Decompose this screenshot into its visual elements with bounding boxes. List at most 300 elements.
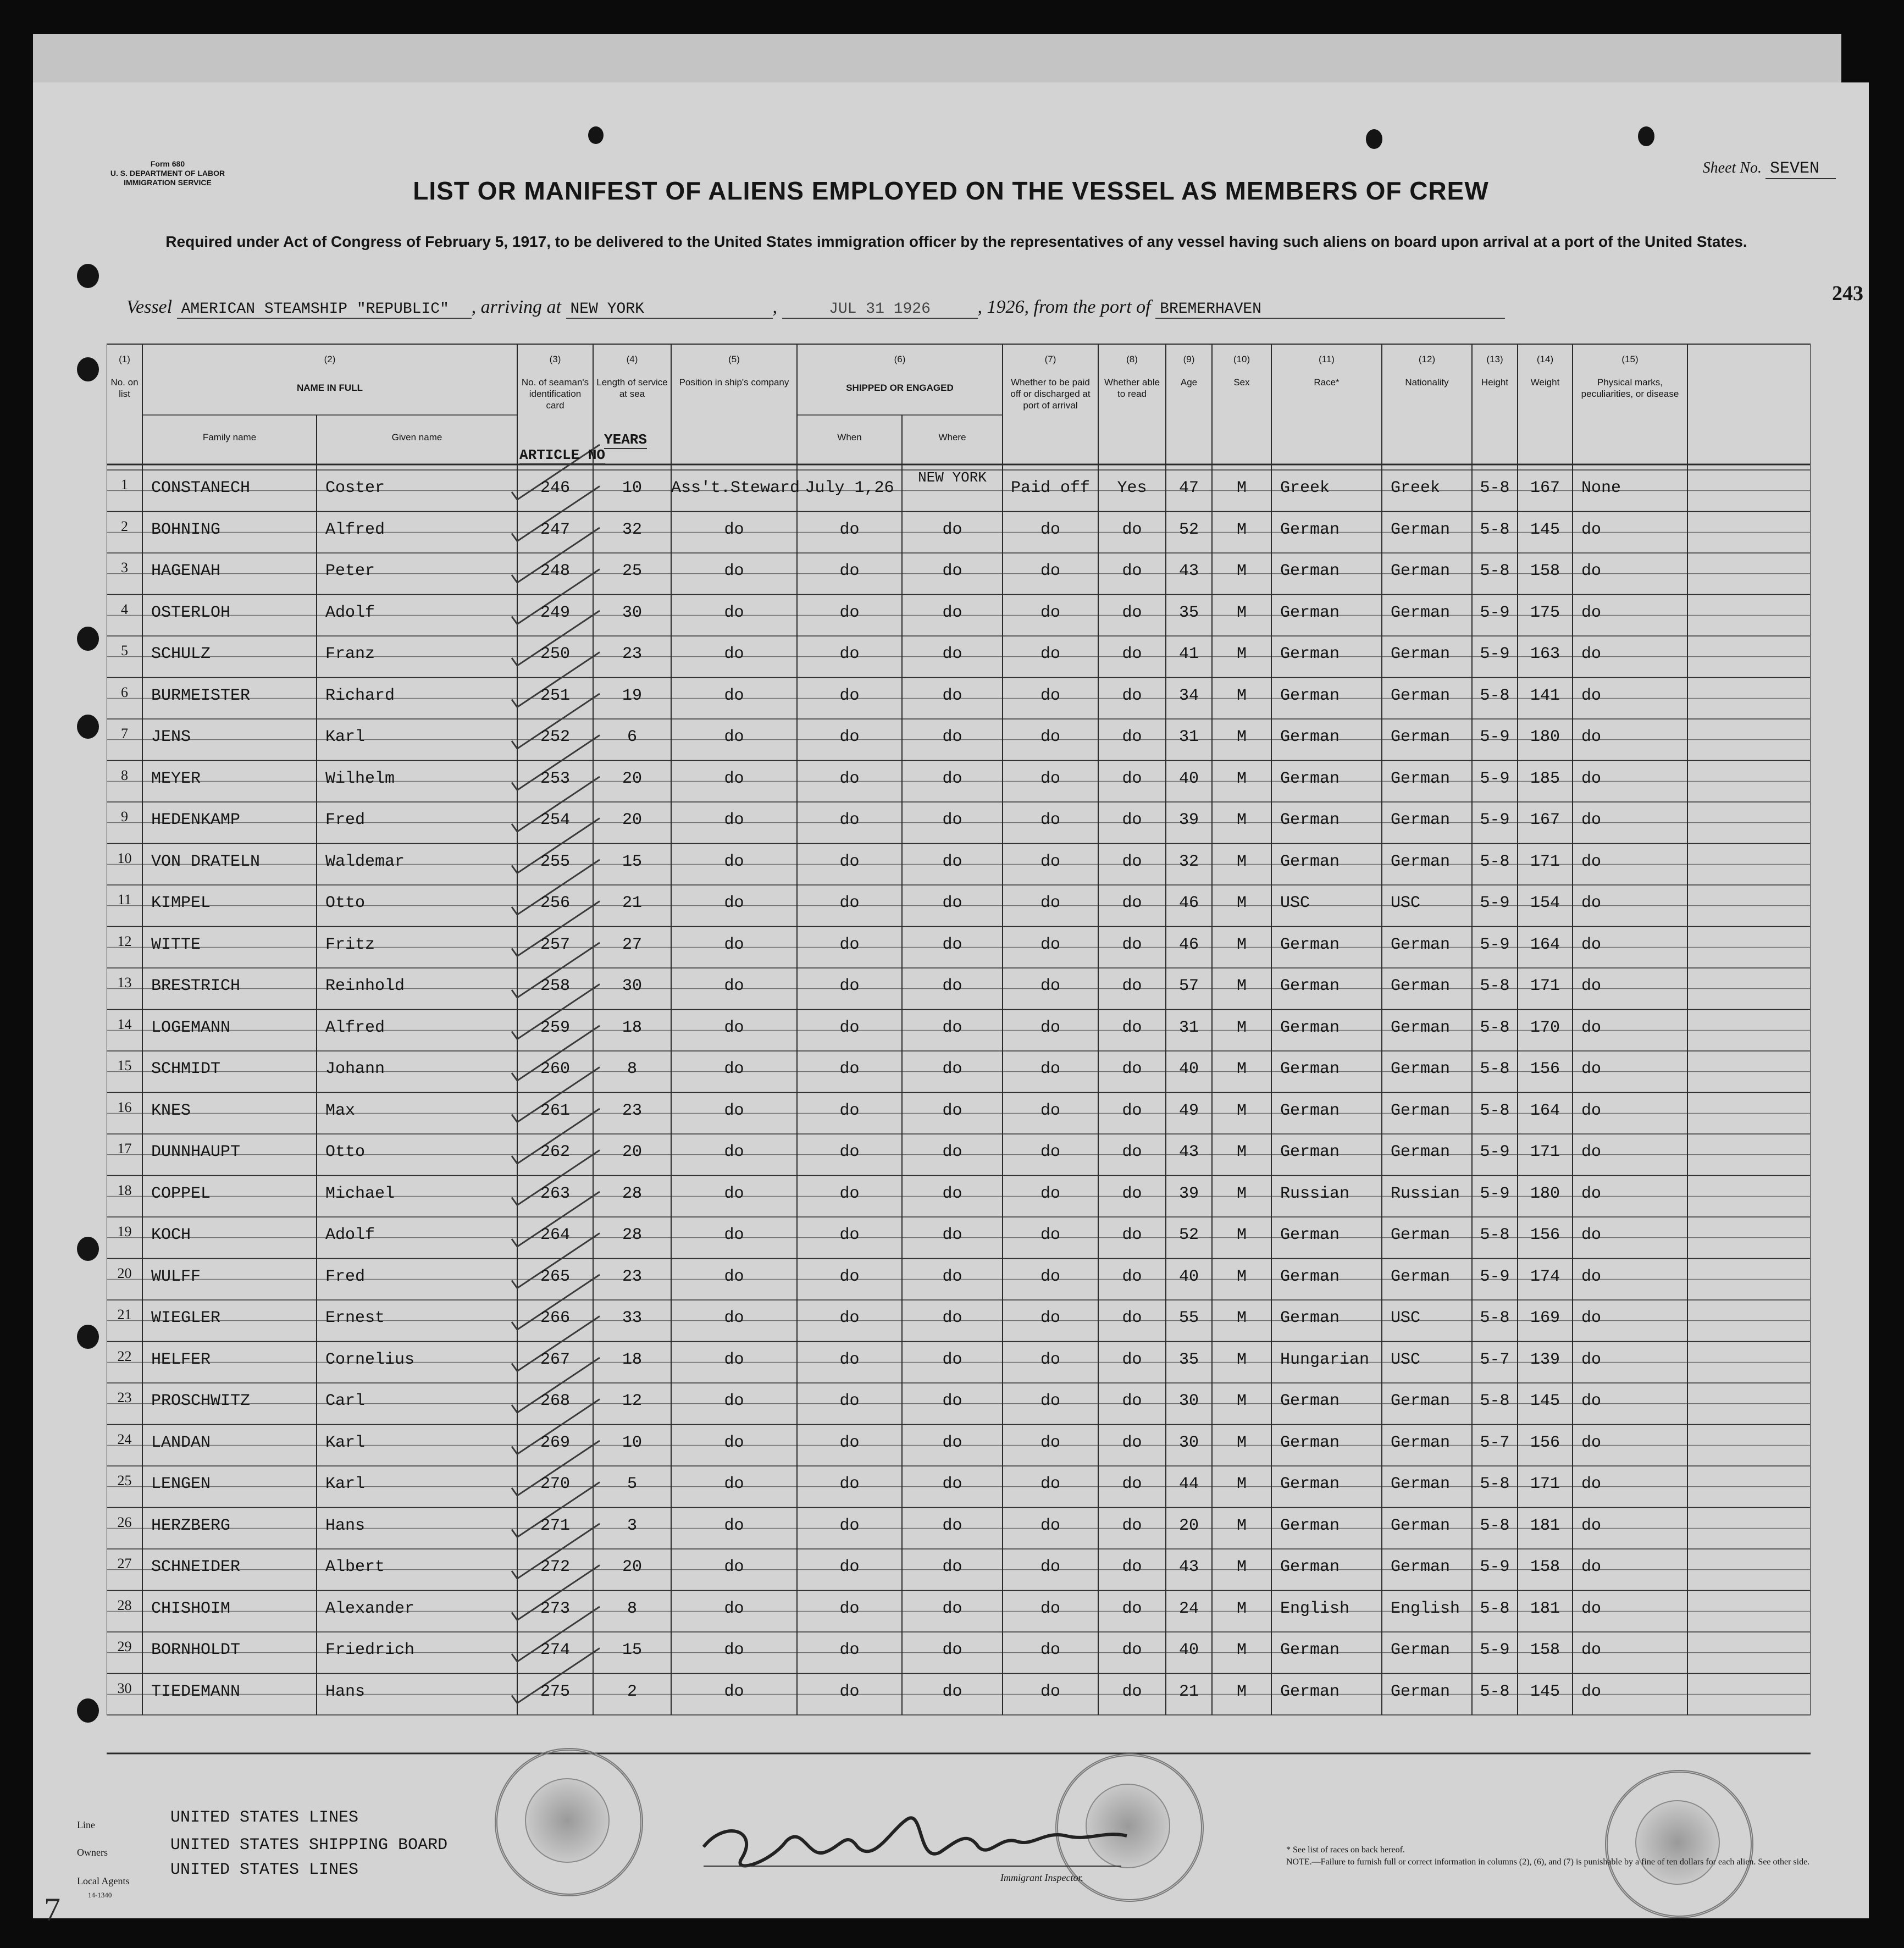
col-shipped-number: (6) [894, 354, 906, 364]
cell-height: 5-9 [1480, 811, 1510, 829]
col-height-number: (13) [1486, 354, 1503, 364]
cell-where: do [942, 1682, 962, 1701]
cell-card: 261 [540, 1101, 570, 1120]
cell-paid: do [1040, 1558, 1060, 1576]
cell-nationality: German [1391, 1226, 1451, 1244]
cell-nationality: German [1391, 1143, 1451, 1161]
cell-age: 40 [1178, 1641, 1199, 1659]
cell-sex: M [1236, 728, 1247, 746]
cell-where: do [942, 728, 962, 746]
cell-sex: M [1236, 1060, 1247, 1078]
cell-card: 263 [540, 1184, 570, 1203]
cell-sex: M [1236, 1682, 1247, 1701]
cell-height: 5-8 [1480, 479, 1510, 497]
cell-when: do [839, 520, 860, 539]
col-sex-number: (10) [1233, 354, 1250, 364]
cell-no: 23 [117, 1390, 132, 1405]
cell-race: German [1280, 769, 1340, 788]
cell-race: English [1280, 1599, 1350, 1618]
cell-age: 47 [1178, 479, 1199, 497]
cell-weight: 141 [1530, 686, 1560, 705]
cell-family: KNES [151, 1101, 191, 1120]
punch-hole [77, 1325, 99, 1349]
from-port-label: , from the port of [1024, 297, 1151, 317]
cell-height: 5-9 [1480, 645, 1510, 663]
cell-marks: do [1581, 1143, 1602, 1161]
cell-card: 252 [540, 728, 570, 746]
cell-height: 5-7 [1480, 1433, 1510, 1452]
cell-weight: 164 [1530, 1101, 1560, 1120]
cell-family: DUNNHAUPT [151, 1143, 241, 1161]
inspector-label: Immigrant Inspector. [1000, 1872, 1083, 1883]
col-read-heading: Whether able to read [1104, 377, 1160, 399]
cell-nationality: German [1391, 852, 1451, 871]
cell-when: do [839, 1392, 860, 1410]
cell-weight: 185 [1530, 769, 1560, 788]
cell-when: do [839, 1516, 860, 1535]
cell-given: Adolf [325, 603, 375, 622]
cell-race: German [1280, 645, 1340, 663]
cell-height: 5-9 [1480, 1143, 1510, 1161]
cell-marks: do [1581, 1682, 1602, 1701]
cell-years: 28 [622, 1226, 642, 1244]
owners-value: UNITED STATES SHIPPING BOARD [170, 1836, 448, 1855]
cell-race: German [1280, 935, 1340, 954]
cell-when: do [839, 1060, 860, 1078]
cell-marks: do [1581, 1309, 1602, 1327]
cell-position: do [724, 1101, 744, 1120]
cell-race: German [1280, 1558, 1340, 1576]
cell-card: 268 [540, 1392, 570, 1410]
cell-age: 43 [1178, 562, 1199, 580]
cell-nationality: German [1391, 562, 1451, 580]
cell-family: OSTERLOH [151, 603, 231, 622]
cell-family: SCHMIDT [151, 1060, 221, 1078]
col-card-number: (3) [549, 354, 561, 364]
cell-marks: do [1581, 1267, 1602, 1286]
cell-position: do [724, 811, 744, 829]
cell-paid: do [1040, 1682, 1060, 1701]
cell-family: LOGEMANN [151, 1018, 231, 1037]
cell-card: 246 [540, 479, 570, 497]
cell-nationality: German [1391, 1516, 1451, 1535]
cell-paid: do [1040, 1060, 1060, 1078]
cell-no: 28 [117, 1597, 132, 1613]
cell-age: 46 [1178, 935, 1199, 954]
cell-years: 18 [622, 1018, 642, 1037]
cell-card: 254 [540, 811, 570, 829]
cell-family: KOCH [151, 1226, 191, 1244]
cell-card: 264 [540, 1226, 570, 1244]
col-no-number: (1) [119, 354, 130, 364]
cell-marks: do [1581, 1392, 1602, 1410]
cell-given: Albert [325, 1558, 385, 1576]
cell-years: 15 [622, 1641, 642, 1659]
cell-marks: do [1581, 686, 1602, 705]
cell-years: 27 [622, 935, 642, 954]
cell-no: 25 [117, 1473, 132, 1488]
cell-years: 5 [627, 1475, 637, 1493]
cell-age: 24 [1178, 1599, 1199, 1618]
cell-marks: None [1581, 479, 1621, 497]
cell-given: Richard [325, 686, 395, 705]
cell-nationality: Russian [1391, 1184, 1460, 1203]
cell-nationality: German [1391, 1060, 1451, 1078]
cell-where: do [942, 1641, 962, 1659]
col-marks-number: (15) [1621, 354, 1639, 364]
form-number: Form 680 [150, 159, 185, 168]
cell-position: do [724, 852, 744, 871]
cell-sex: M [1236, 935, 1247, 954]
cell-race: Russian [1280, 1184, 1350, 1203]
cell-years: 20 [622, 1558, 642, 1576]
cell-height: 5-9 [1480, 728, 1510, 746]
cell-age: 34 [1178, 686, 1199, 705]
cell-weight: 171 [1530, 852, 1560, 871]
cell-read: do [1122, 1392, 1142, 1410]
cell-paid: do [1040, 1599, 1060, 1618]
cell-age: 43 [1178, 1558, 1199, 1576]
cell-where: do [942, 935, 962, 954]
cell-years: 10 [622, 479, 642, 497]
cell-race: German [1280, 562, 1340, 580]
cell-card: 274 [540, 1641, 570, 1659]
cell-nationality: Greek [1391, 479, 1441, 497]
punch-hole [77, 715, 99, 739]
cell-sex: M [1236, 1641, 1247, 1659]
cell-family: MEYER [151, 769, 201, 788]
cell-when: do [839, 1018, 860, 1037]
cell-when: do [839, 603, 860, 622]
cell-read: do [1122, 1267, 1142, 1286]
arriving-label: , arriving at [471, 297, 561, 317]
cell-card: 255 [540, 852, 570, 871]
cell-nationality: German [1391, 1018, 1451, 1037]
cell-years: 30 [622, 603, 642, 622]
cell-given: Michael [325, 1184, 395, 1203]
cell-years: 23 [622, 645, 642, 663]
cell-no: 2 [121, 518, 128, 534]
col-nationality-heading: Nationality [1405, 377, 1449, 388]
col-sex-heading: Sex [1233, 377, 1250, 388]
cell-race: German [1280, 1392, 1340, 1410]
cell-position: do [724, 1309, 744, 1327]
cell-paid: do [1040, 1018, 1060, 1037]
col-years-heading: Length of service at sea [596, 377, 668, 399]
cell-years: 6 [627, 728, 637, 746]
cell-marks: do [1581, 603, 1602, 622]
cell-weight: 171 [1530, 1143, 1560, 1161]
cell-paid: do [1040, 1101, 1060, 1120]
cell-nationality: German [1391, 603, 1451, 622]
cell-sex: M [1236, 1309, 1247, 1327]
cell-position: do [724, 562, 744, 580]
cell-height: 5-8 [1480, 562, 1510, 580]
vessel-name: AMERICAN STEAMSHIP "REPUBLIC" [177, 301, 472, 319]
cell-card: 270 [540, 1475, 570, 1493]
col-where-subheading: Where [938, 432, 966, 442]
cell-card: 250 [540, 645, 570, 663]
sheet-number-label: Sheet No. [1702, 159, 1762, 176]
cell-given: Reinhold [325, 977, 405, 995]
cell-no: 17 [117, 1141, 132, 1156]
manifest-subtitle: Required under Act of Congress of February 5, 1917, to be delivered to the United States immigration officer by the representatives of any vessel having such aliens on board upon arrival at a port of the United States. [165, 233, 1747, 250]
cell-no: 29 [117, 1639, 132, 1654]
cell-when: do [839, 1682, 860, 1701]
cell-given: Coster [325, 479, 385, 497]
cell-no: 11 [117, 892, 132, 907]
cell-height: 5-9 [1480, 1641, 1510, 1659]
cell-race: German [1280, 977, 1340, 995]
department-name: U. S. DEPARTMENT OF LABOR [110, 169, 225, 178]
cell-no: 15 [117, 1058, 132, 1073]
cell-years: 23 [622, 1267, 642, 1286]
cell-height: 5-8 [1480, 1475, 1510, 1493]
cell-position: do [724, 1226, 744, 1244]
cell-sex: M [1236, 811, 1247, 829]
cell-given: Alfred [325, 1018, 385, 1037]
col-marks-heading: Physical marks, peculiarities, or disease [1581, 377, 1679, 399]
cell-years: 32 [622, 520, 642, 539]
cell-given: Adolf [325, 1226, 375, 1244]
cell-no: 8 [121, 767, 128, 783]
cell-height: 5-7 [1480, 1350, 1510, 1369]
cell-paid: do [1040, 1516, 1060, 1535]
cell-where: do [942, 1018, 962, 1037]
cell-years: 2 [627, 1682, 637, 1701]
page-number: 243 [1832, 282, 1863, 305]
cell-paid: do [1040, 852, 1060, 871]
cell-no: 27 [117, 1556, 132, 1571]
cell-years: 20 [622, 1143, 642, 1161]
cell-nationality: German [1391, 935, 1451, 954]
cell-position: Ass't.Steward [671, 479, 800, 497]
cell-sex: M [1236, 977, 1247, 995]
cell-when: do [839, 1433, 860, 1452]
cell-age: 55 [1178, 1309, 1199, 1327]
cell-weight: 175 [1530, 603, 1560, 622]
cell-given: Alexander [325, 1599, 415, 1618]
cell-marks: do [1581, 1226, 1602, 1244]
punch-hole [1638, 126, 1654, 146]
arrival-port: NEW YORK [566, 301, 773, 319]
cell-height: 5-8 [1480, 686, 1510, 705]
cell-marks: do [1581, 1516, 1602, 1535]
cell-race: Hungarian [1280, 1350, 1370, 1369]
cell-read: do [1122, 1309, 1142, 1327]
cell-marks: do [1581, 1641, 1602, 1659]
cell-no: 7 [121, 726, 128, 741]
cell-years: 8 [627, 1599, 637, 1618]
cell-when: do [839, 811, 860, 829]
cell-read: do [1122, 1475, 1142, 1493]
cell-no: 30 [117, 1680, 132, 1696]
cell-family: TIEDEMANN [151, 1682, 241, 1701]
line-label: Line [77, 1819, 95, 1830]
cell-height: 5-9 [1480, 1267, 1510, 1286]
cell-family: BOHNING [151, 520, 221, 539]
cell-paid: do [1040, 935, 1060, 954]
cell-paid: do [1040, 769, 1060, 788]
cell-when: July 1,26 [805, 479, 894, 497]
cell-when: do [839, 935, 860, 954]
cell-position: do [724, 769, 744, 788]
cell-years: 33 [622, 1309, 642, 1327]
cell-marks: do [1581, 1184, 1602, 1203]
cell-nationality: German [1391, 1682, 1451, 1701]
cell-no: 12 [117, 933, 132, 949]
arrival-date-stamp: JUL 31 1926 [829, 301, 931, 318]
cell-where: do [942, 1558, 962, 1576]
cell-sex: M [1236, 520, 1247, 539]
cell-read: do [1122, 1641, 1142, 1659]
cell-read: do [1122, 1101, 1142, 1120]
years-caption: YEARS [604, 431, 647, 448]
cell-family: PROSCHWITZ [151, 1392, 251, 1410]
cell-sex: M [1236, 1267, 1247, 1286]
cell-family: WITTE [151, 935, 201, 954]
cell-weight: 180 [1530, 728, 1560, 746]
cell-where: do [942, 1599, 962, 1618]
cell-family: CONSTANECH [151, 479, 251, 497]
cell-sex: M [1236, 1516, 1247, 1535]
cell-height: 5-8 [1480, 1309, 1510, 1327]
cell-card: 249 [540, 603, 570, 622]
cell-height: 5-8 [1480, 1060, 1510, 1078]
cell-when: do [839, 728, 860, 746]
cell-where: do [942, 1226, 962, 1244]
cell-paid: do [1040, 1392, 1060, 1410]
cell-age: 52 [1178, 1226, 1199, 1244]
cell-race: German [1280, 603, 1340, 622]
cell-position: do [724, 686, 744, 705]
cell-when: do [839, 1558, 860, 1576]
cell-where: do [942, 1433, 962, 1452]
cell-age: 49 [1178, 1101, 1199, 1120]
cell-sex: M [1236, 1475, 1247, 1493]
cell-read: do [1122, 935, 1142, 954]
cell-given: Karl [325, 728, 366, 746]
cell-race: German [1280, 1060, 1340, 1078]
cell-nationality: English [1391, 1599, 1460, 1618]
cell-when: do [839, 1101, 860, 1120]
cell-card: 266 [540, 1309, 570, 1327]
cell-card: 251 [540, 686, 570, 705]
year-prefix: , 19 [977, 297, 1006, 317]
cell-age: 44 [1178, 1475, 1199, 1493]
cell-given: Carl [325, 1392, 366, 1410]
cell-nationality: German [1391, 645, 1451, 663]
cell-given: Peter [325, 562, 375, 580]
cell-marks: do [1581, 1433, 1602, 1452]
cell-weight: 181 [1530, 1516, 1560, 1535]
punch-hole [1366, 129, 1382, 149]
cell-paid: do [1040, 520, 1060, 539]
cell-where: do [942, 645, 962, 663]
manifest-table [107, 344, 1811, 1850]
cell-position: do [724, 1599, 744, 1618]
col-card-heading: No. of seaman's identification card [521, 377, 589, 411]
cell-race: German [1280, 1682, 1340, 1701]
cell-read: do [1122, 562, 1142, 580]
cell-given: Hans [325, 1516, 366, 1535]
cell-no: 20 [117, 1265, 132, 1281]
cell-read: do [1122, 686, 1142, 705]
cell-paid: do [1040, 977, 1060, 995]
cell-age: 41 [1178, 645, 1199, 663]
cell-card: 253 [540, 769, 570, 788]
cell-height: 5-8 [1480, 1018, 1510, 1037]
cell-read: do [1122, 1516, 1142, 1535]
punch-hole [77, 264, 99, 288]
cell-age: 40 [1178, 769, 1199, 788]
col-nationality-number: (12) [1418, 354, 1436, 364]
cell-nationality: German [1391, 686, 1451, 705]
penalty-note: NOTE.—Failure to furnish full or correct information in columns (2), (6), and (7) is punishable by a fine of ten dollars for each alien. See other side. [1286, 1857, 1810, 1867]
cell-weight: 169 [1530, 1309, 1560, 1327]
cell-height: 5-9 [1480, 1184, 1510, 1203]
cell-paid: do [1040, 1309, 1060, 1327]
cell-marks: do [1581, 645, 1602, 663]
cell-weight: 145 [1530, 1392, 1560, 1410]
cell-sex: M [1236, 1433, 1247, 1452]
cell-sex: M [1236, 1599, 1247, 1618]
cell-read: do [1122, 1018, 1142, 1037]
sheet-number-value: SEVEN [1765, 159, 1836, 179]
cell-no: 13 [117, 975, 132, 990]
departure-port: BREMERHAVEN [1155, 301, 1505, 319]
cell-paid: do [1040, 1641, 1060, 1659]
cell-height: 5-9 [1480, 769, 1510, 788]
cell-given: Otto [325, 894, 366, 912]
cell-marks: do [1581, 562, 1602, 580]
cell-sex: M [1236, 894, 1247, 912]
cell-position: do [724, 1516, 744, 1535]
cell-position: do [724, 1018, 744, 1037]
cell-card: 271 [540, 1516, 570, 1535]
col-name-number: (2) [324, 354, 336, 364]
cell-weight: 167 [1530, 811, 1560, 829]
cell-sex: M [1236, 479, 1247, 497]
owners-label: Owners [77, 1847, 108, 1858]
cell-age: 31 [1178, 728, 1199, 746]
cell-where: do [942, 1309, 962, 1327]
cell-read: do [1122, 811, 1142, 829]
col-weight-number: (14) [1536, 354, 1554, 364]
footnotes [1286, 1844, 1858, 1868]
cell-weight: 158 [1530, 1558, 1560, 1576]
cell-height: 5-8 [1480, 852, 1510, 871]
col-read-number: (8) [1126, 354, 1138, 364]
cell-race: German [1280, 1516, 1340, 1535]
cell-position: do [724, 1184, 744, 1203]
cell-weight: 139 [1530, 1350, 1560, 1369]
col-race-number: (11) [1319, 354, 1335, 364]
cell-family: HERZBERG [151, 1516, 231, 1535]
col-weight-heading: Weight [1530, 377, 1560, 388]
cell-nationality: German [1391, 1475, 1451, 1493]
cell-race: German [1280, 1101, 1340, 1120]
cell-years: 18 [622, 1350, 642, 1369]
cell-card: 258 [540, 977, 570, 995]
cell-position: do [724, 894, 744, 912]
cell-nationality: German [1391, 1641, 1451, 1659]
cell-paid: do [1040, 1433, 1060, 1452]
cell-race: German [1280, 852, 1340, 871]
cell-when: do [839, 1350, 860, 1369]
cell-paid: do [1040, 1184, 1060, 1203]
cell-given: Friedrich [325, 1641, 415, 1659]
